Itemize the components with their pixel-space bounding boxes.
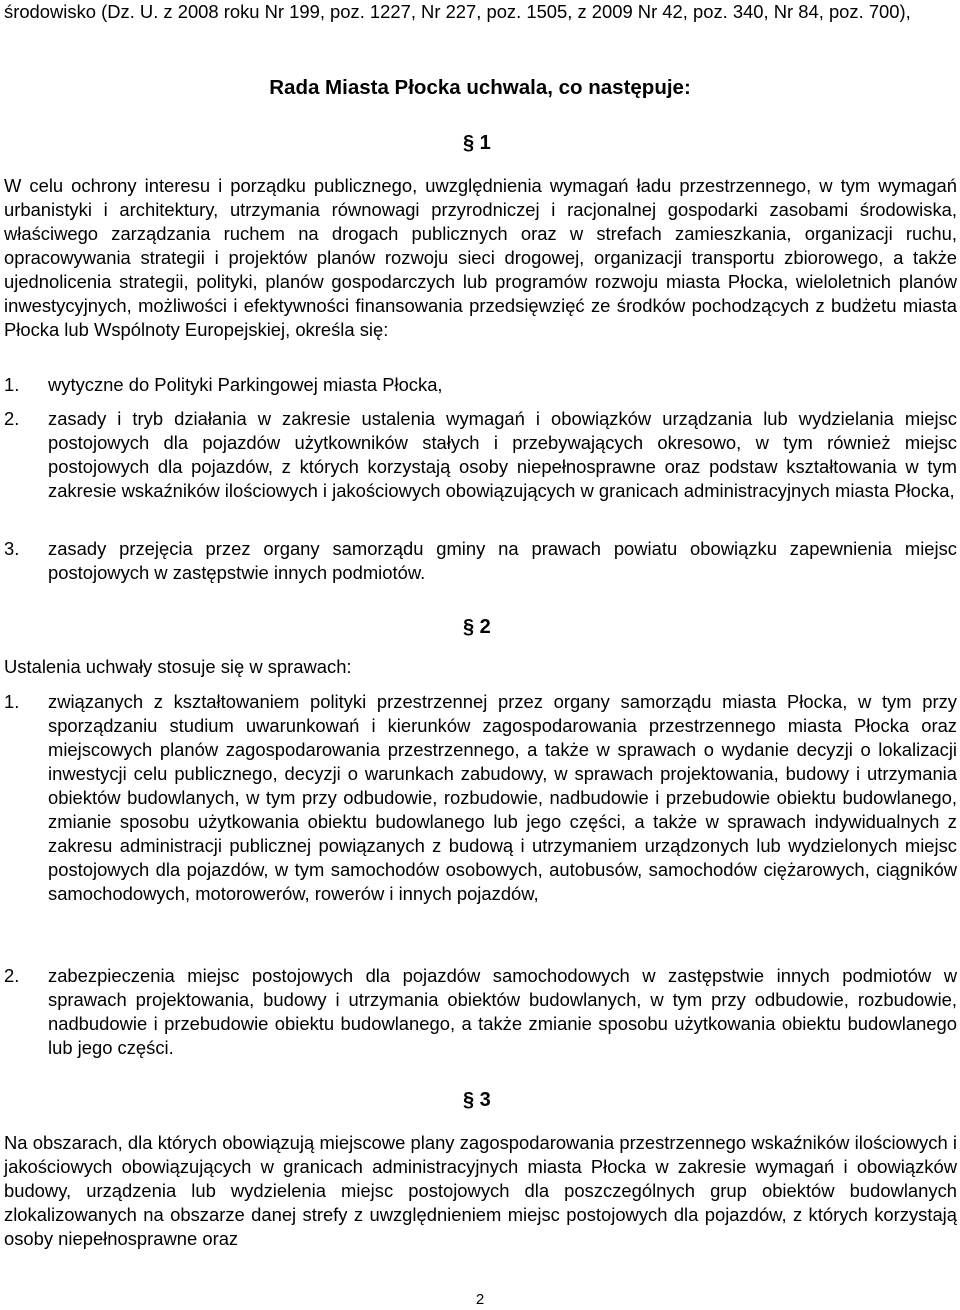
section-1-list-item <box>4 407 957 503</box>
list-item-number: 1. <box>4 374 20 395</box>
list-item-number: 2. <box>4 965 20 986</box>
page-number: 2 <box>475 1291 485 1308</box>
list-item-number: 1. <box>4 691 20 712</box>
section-1-list-item <box>4 373 957 397</box>
section-1-paragraph: W celu ochrony interesu i porządku publicznego, uwzględnienia wymagań ładu przestrzennego, w tym wymagań urbanistyki i architektury, utrzymania równowagi przyrodniczej i racjonalnej gospodarki zasobami środowiska, właściwego zarządzania ruchem na drogach publicznych oraz w strefach zamieszkania, organizacji ruchu, opracowywania strategii i projektów planów rozwoju sieci drogowej, organizacji transportu zbiorowego, a także ujednolicenia strategii, polityki, planów gospodarczych lub programów rozwoju miasta Płocka, wieloletnich planów inwestycyjnych, możliwości i efektywności finansowania przedsięwzięć ze środków pochodzących z budżetu miasta Płocka lub Wspólnoty Europejskiej, określa się: <box>4 175 957 340</box>
list-item-text: związanych z kształtowaniem polityki przestrzennej przez organy samorządu miasta Płocka, w tym przy sporządzaniu studium uwarunkowań i kierunków zagospodarowania przestrzennego miasta Płocka oraz miejscowych planów zagospodarowania przestrzennego, a także w sprawach o wydanie decyzji o lokalizacji inwestycji celu publicznego, decyzji o warunkach zabudowy, w sprawach projektowania, budowy i utrzymania obiektów budowlanych, w tym przy odbudowie, rozbudowie, nadbudowie i przebudowie obiektu budowlanego, zmianie sposobu użytkowania obiektu budowlanego lub jego części, a także w sprawach indywidualnych z zakresu administracji publicznej powiązanych z budową i utrzymaniem urządzonych lub wydzielonych miejsc postojowych dla pojazdów, w tym samochodów osobowych, autobusów, samochodów ciężarowych, ciągników samochodowych, motorowerów, rowerów i innych pojazdów, <box>48 691 957 904</box>
section-1-list-item <box>4 537 957 585</box>
list-item-text: zasady i tryb działania w zakresie ustalenia wymagań i obowiązków urządzania lub wydzielania miejsc postojowych dla pojazdów użytkowników stałych i przebywających okresowo, w tym również miejsc postojowych dla pojazdów, z których korzystają osoby niepełnosprawne oraz podstaw kształtowania w tym zakresie wskaźników ilościowych i jakościowych obowiązujących w granicach administracyjnych miasta Płocka, <box>48 408 957 501</box>
section-2-list-item <box>4 964 957 1060</box>
resolution-heading: Rada Miasta Płocka uchwala, co następuje: <box>269 76 691 99</box>
section-2-list-item <box>4 690 957 906</box>
list-item-number: 3. <box>4 538 20 559</box>
list-item-text: zasady przejęcia przez organy samorządu gminy na prawach powiatu obowiązku zapewnienia miejsc postojowych w zastępstwie innych podmiotów. <box>48 538 957 583</box>
section-3-label: § 3 <box>463 1089 491 1111</box>
intro-paragraph: środowisko (Dz. U. z 2008 roku Nr 199, poz. 1227, Nr 227, poz. 1505, z 2009 Nr 42, poz. 340, Nr 84, poz. 700), <box>4 1 911 22</box>
section-2-label: § 2 <box>463 616 491 638</box>
list-item-text: wytyczne do Polityki Parkingowej miasta Płocka, <box>48 374 443 395</box>
section-1-label: § 1 <box>463 132 491 154</box>
list-item-number: 2. <box>4 408 20 429</box>
section-2-intro: Ustalenia uchwały stosuje się w sprawach: <box>4 656 352 677</box>
section-3-paragraph: Na obszarach, dla których obowiązują miejscowe plany zagospodarowania przestrzennego wskaźników ilościowych i jakościowych obowiązujących w granicach administracyjnych miasta Płocka w zakresie wymagań i obowiązków budowy, urządzenia lub wydzielenia miejsc postojowych dla poszczególnych grup obiektów budowlanych zlokalizowanych na obszarze danej strefy z uwzględnieniem miejsc postojowych dla pojazdów, z których korzystają osoby niepełnosprawne oraz <box>4 1132 957 1249</box>
list-item-text: zabezpieczenia miejsc postojowych dla pojazdów samochodowych w zastępstwie innych podmiotów w sprawach projektowania, budowy i utrzymania obiektów budowlanych, w tym przy odbudowie, rozbudowie, nadbudowie i przebudowie obiektu budowlanego, a także zmianie sposobu użytkowania obiektu budowlanego lub jego części. <box>48 965 957 1058</box>
